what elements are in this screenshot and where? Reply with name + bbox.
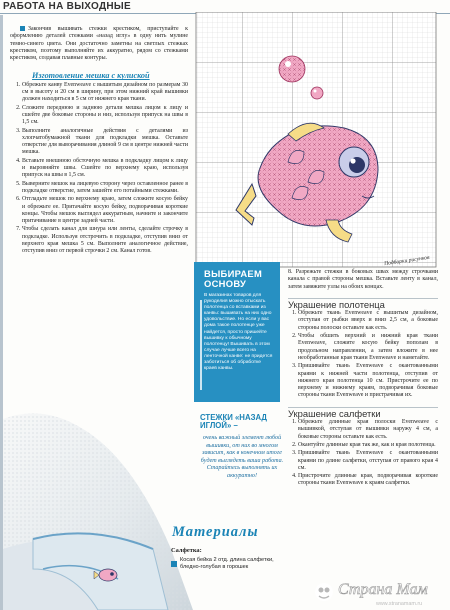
page-section-title: РАБОТА НА ВЫХОДНЫЕ [3, 1, 131, 12]
list-item: 2. Чтобы обшить верхний и нижний края ткани Evenweave, сложите косую бейку пополам в продольном направлении, а затем вложите в нее необработанные края ткани Evenweave и наметайте. [298, 333, 438, 362]
left-column [10, 26, 188, 257]
list-item: 3. Пришивайте ткань Evenweave с окантованными краями к нижней части полотенца, отступив от нижнего края полотенца 10 см. Пристрочите ее по верхнему и нижнему краям, подворачивая боковые стороны ткани Evenweave и пристрачивая их. [298, 363, 438, 399]
tip-box-text: В магазинах товаров для рукоделия можно отыскать полотенца со вставками из канвы: вышивать на них одно удовольствие. Но если у вас дома такое полотенце уже найдется, просто пришейте вышивку к обычному полотенцу! Вышивать в этом случае лучше всего на ленточной канве: не придется заботиться об обработке краев канвы. [204, 293, 273, 372]
list-item: 6. Отгладьте мешок по верхнему краю, затем сложите косую бейку и обрежьте ее. Притачайте косую бейку, подворачивая короткие концы. Чтобы мешок выглядел аккуратным, начните и закончите притачивание в центре задней части. [22, 196, 188, 225]
list-item: 1. Обрежьте канву Evenweave с вышитым дизайном по размерам 30 см в высоту и 20 см в ширину, при этом нижний край вышивки должен находиться в 5 см от нижнего края ткани. [22, 82, 188, 104]
towel-instructions-list [288, 310, 438, 400]
intro-paragraph [10, 26, 188, 62]
list-item: 1. Обрежьте длинные края полоски Evenweave с вышивкой, отступая от вышивки наружу 4 см, а боковые стороны оставьте как есть. [298, 419, 438, 441]
bubble-small [311, 87, 323, 99]
right-column [288, 269, 438, 489]
list-item: 4. Пристрочите длинные края, подворачивая короткие стороны ткани Evenweave к краям салфетки. [298, 473, 438, 488]
list-item: 1. Обрежьте ткань Evenweave с вышитым дизайном, отступая от рыбки вверх и вниз 2,5 см, а боковые стороны полоски оставьте как есть. [298, 310, 438, 332]
napkin-instructions-list [288, 419, 438, 488]
tip-text-backstitch: очень важный элемент любой вышивки, от них во многом зависит, как в конечном итоге будет выглядеть ваша работа. Старайтесь выполнять их аккуратно! [200, 435, 284, 479]
tip-box-fabric [194, 262, 280, 402]
fish-embroidery-icon [99, 569, 117, 581]
watermark-logo [308, 577, 450, 610]
list-item: 5. Выверните мешок на лицевую сторону через оставленное ранее в подкладке отверстие, затем зашейте его потайными стежками. [22, 181, 188, 196]
materials-item: Косая бейка 2 отд. длина салфетки, бледно-голубая в горошек [180, 557, 274, 571]
watermark-url: www.stranamam.ru [376, 601, 423, 607]
bag-step-8: 8. Разрежьте стежки в боковых швах между строчками канала с правой стороны мешка. Вставьте ленту в канал, затем завяжите узлы на обоих концах. [288, 269, 438, 290]
cross-stitch-chart [192, 12, 440, 270]
watermark-text: Страна Мам [338, 581, 428, 598]
intro-text: Закончив вышивать стежки крестиком, приступайте к оформлению деталей стежками «назад иглу» в одну нить мулине темно-синего цвета. Они достаточно заметны на светлых стежках крестиком, поэтому выполняйте их аккуратно, рядом со стежками крестиком, создавая плавные контуры. [10, 26, 188, 62]
list-item: 7. Чтобы сделать канал для шнура или ленты, сделайте строчку в подкладке. Используя отстрочить в подкладке, отступив вниз от верхнего края мешка 5 см. Выполните аналогичное действие, отступив вниз от первой строчки 2 см. Канал готов. [22, 226, 188, 255]
list-item: 2. Окантуйте длинные края так же, как и края полотенца. [298, 442, 438, 449]
chart-caption: Подборки рисунков [383, 254, 430, 268]
towel-photo [3, 399, 193, 610]
materials-heading: Материалы [172, 524, 259, 540]
list-item: 3. Выполните аналогичные действия с деталями из хлопчатобумажной ткани для подкладки мешка. Оставьте отверстие для выворачивания длиной 9 см в центре нижней части мешка. [22, 128, 188, 157]
materials-label-napkin: Салфетка: [171, 547, 202, 554]
bag-instructions-list [10, 82, 188, 256]
list-item: 3. Пришивайте ткань Evenweave с окантованными краями по длине салфетки, отступая от правого края 4 см. [298, 450, 438, 472]
section-heading-napkin: Украшение салфетки [288, 407, 438, 417]
paragraph-marker-icon [20, 26, 25, 31]
section-heading-bag: Изготовление мешка с кулиской [32, 71, 150, 81]
tip-box-rule [200, 300, 202, 390]
materials-bullet-icon [171, 561, 177, 567]
section-heading-towel: Украшение полотенца [288, 298, 438, 308]
bubble-large [279, 56, 305, 82]
tip-box-title: ВЫБИРАЕМ ОСНОВУ [204, 268, 263, 289]
list-item: 2. Сложите переднюю и заднюю детали мешка лицом к лицу и сшейте две боковые стороны и низ, используя припуск на швы в 1,5 см. [22, 105, 188, 127]
tip-heading-backstitch: СТЕЖКИ «НАЗАД ИГЛОЙ» – [200, 413, 267, 431]
list-item: 4. Вставьте внешнюю обсточную мешка в подкладку лицом к лицу и выровняйте швы. Сшейте по верхнему краю, используя припуск на швы в 1,5 см. [22, 158, 188, 180]
